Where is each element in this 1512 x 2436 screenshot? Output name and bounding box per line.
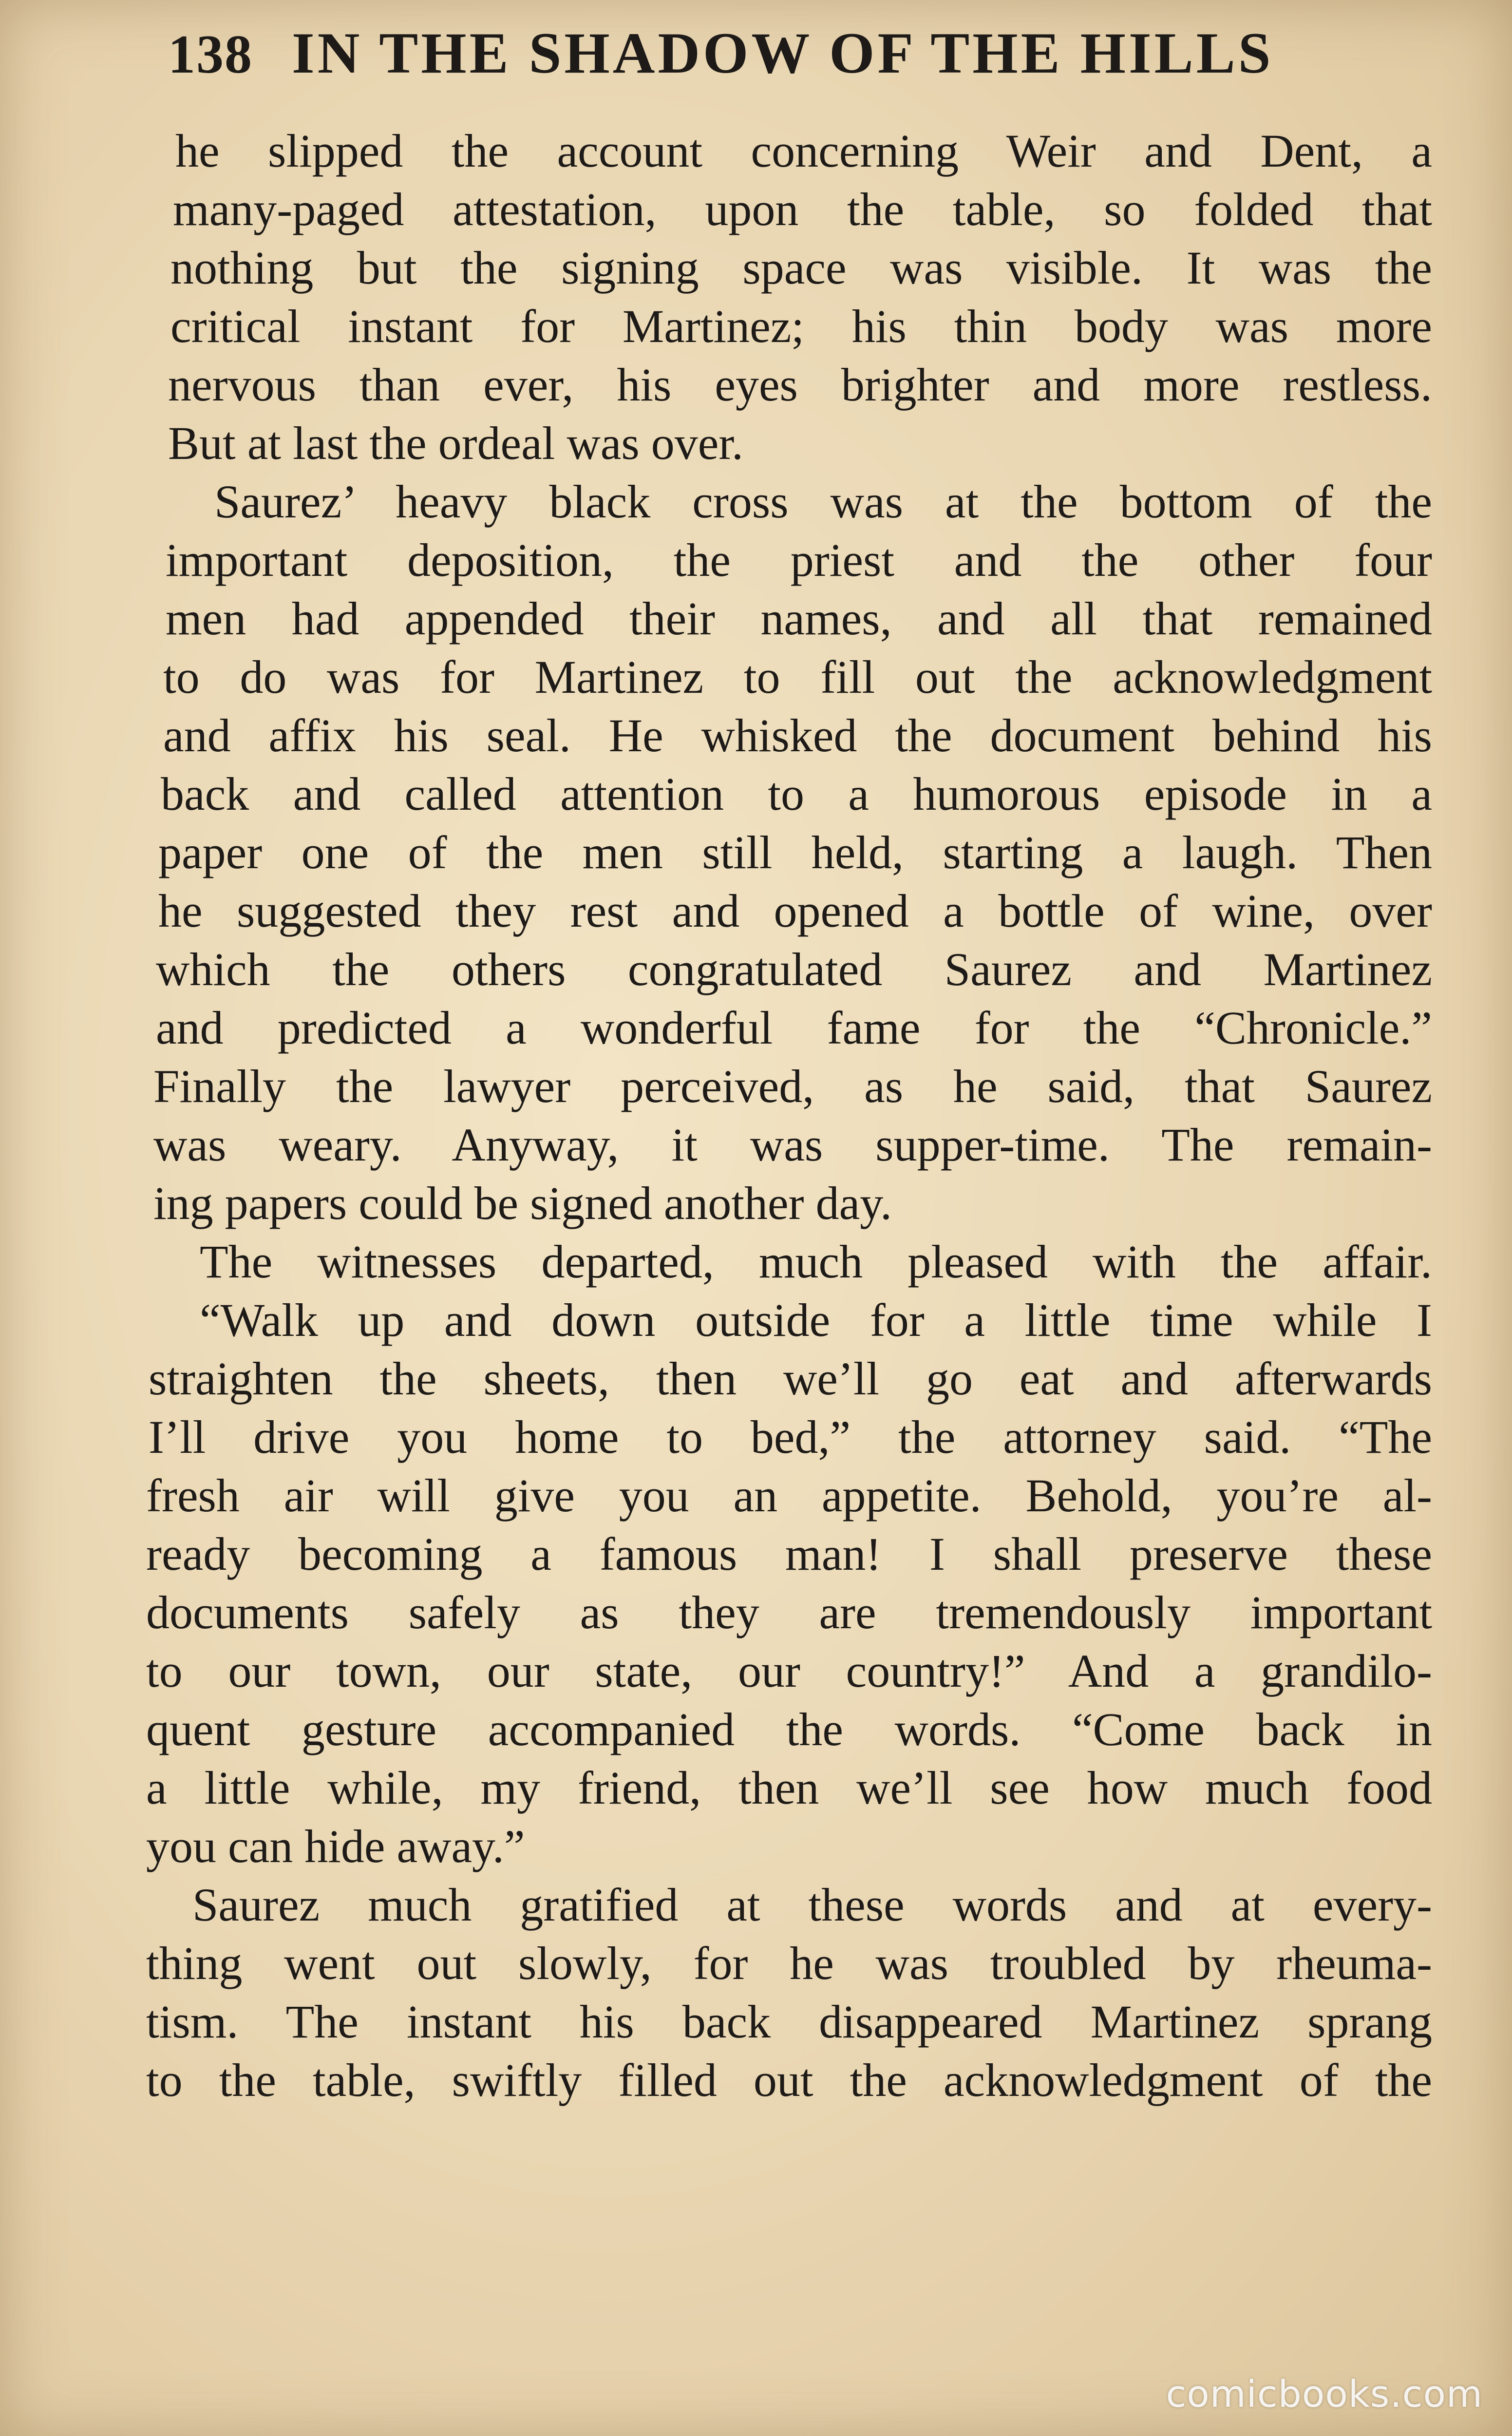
text-line: documents safely as they are tremendously important	[146, 1586, 1432, 1638]
text-line: thing went out slowly, for he was troubled by rheuma-	[146, 1937, 1432, 1989]
text-line: quent gesture accompanied the words. “Come back in	[146, 1703, 1432, 1755]
text-line: he slipped the account concerning Weir and Dent, a	[175, 125, 1432, 177]
text-line: he suggested they rest and opened a bottle of wine, over	[158, 885, 1432, 937]
body-text	[146, 122, 1432, 2110]
text-line: which the others congratulated Saurez and Martinez	[156, 943, 1432, 995]
text-line: tism. The instant his back disappeared Martinez sprang	[146, 1996, 1432, 2048]
text-line: was weary. Anyway, it was supper-time. The remain-	[153, 1119, 1432, 1171]
text-line: But at last the ordeal was over.	[168, 417, 744, 469]
text-line: straighten the sheets, then we’ll go eat and afterwards	[149, 1352, 1432, 1405]
text-line: and affix his seal. He whisked the document behind his	[163, 709, 1432, 761]
text-line: to do was for Martinez to fill out the acknowledgment	[163, 651, 1432, 703]
text-line: critical instant for Martinez; his thin body was more	[170, 300, 1432, 352]
text-line: back and called attention to a humorous episode in a	[161, 768, 1432, 820]
text-line: to the table, swiftly filled out the acknowledgment of the	[146, 2054, 1432, 2106]
text-line: a little while, my friend, then we’ll see how much food	[146, 1762, 1432, 1814]
text-line: nothing but the signing space was visible. It was the	[170, 242, 1432, 294]
text-line: you can hide away.”	[146, 1820, 525, 1872]
text-line: important deposition, the priest and the other four	[166, 534, 1432, 586]
text-line: Finally the lawyer perceived, as he said, that Saurez	[153, 1060, 1432, 1112]
text-line: Saurez much gratified at these words and at every-	[192, 1879, 1432, 1931]
running-head: IN THE SHADOW OF THE HILLS	[292, 20, 1274, 85]
text-line: men had appended their names, and all that remained	[166, 592, 1432, 645]
text-line: “Walk up and down outside for a little time while I	[200, 1294, 1432, 1346]
text-line: ready becoming a famous man! I shall preserve these	[146, 1528, 1432, 1580]
text-line: ing papers could be signed another day.	[153, 1177, 892, 1229]
text-line: paper one of the men still held, starting a laugh. Then	[158, 826, 1432, 878]
text-line: nervous than ever, his eyes brighter and more restless.	[168, 359, 1432, 411]
text-line: The witnesses departed, much pleased with the affair.	[200, 1236, 1432, 1288]
page-header	[168, 19, 1444, 107]
text-line: Saurez’ heavy black cross was at the bottom of the	[214, 476, 1432, 528]
text-line: many-paged attestation, upon the table, so folded that	[173, 183, 1432, 235]
text-line: fresh air will give you an appetite. Behold, you’re al-	[146, 1469, 1432, 1522]
text-line: I’ll drive you home to bed,” the attorney said. “The	[149, 1411, 1432, 1463]
page-number: 138	[168, 24, 253, 85]
text-line: to our town, our state, our country!” And a grandilo-	[146, 1645, 1432, 1697]
site-watermark: comicbooks.com	[1166, 2372, 1483, 2416]
text-line: and predicted a wonderful fame for the “Chronicle.”	[156, 1002, 1432, 1054]
